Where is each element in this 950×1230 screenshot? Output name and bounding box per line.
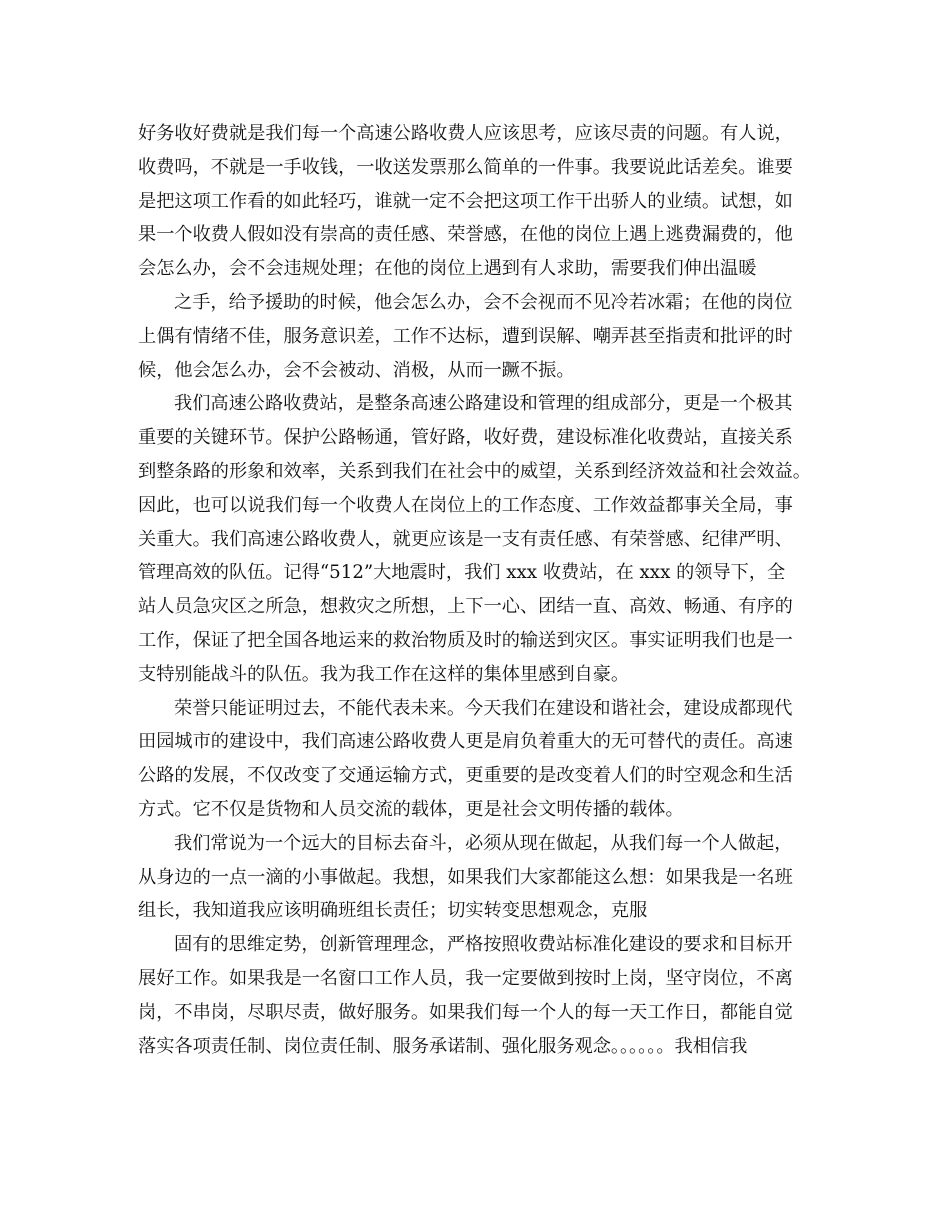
text-line: 重要的关键环节。保护公路畅通，管好路，收好费，建设标准化收费站，直接关系 bbox=[138, 427, 793, 449]
text-line: 管理高效的队伍。记得“512”大地震时，我们 xxx 收费站，在 xxx 的领导下，全 bbox=[138, 562, 786, 584]
text-line: 好务收好费就是我们每一个高速公路收费人应该思考，应该尽责的问题。有人说， bbox=[138, 123, 793, 144]
text-line: 组长，我知道我应该明确班组长责任；切实转变思想观念，克服 bbox=[138, 900, 648, 922]
text-line: 田园城市的建设中，我们高速公路收费人更是肩负着重大的无可替代的责任。高速 bbox=[138, 731, 793, 753]
text-line: 支特别能战斗的队伍。我为我工作在这样的集体里感到自豪。 bbox=[138, 663, 630, 685]
text-line: 公路的发展，不仅改变了交通运输方式，更重要的是改变着人们的时空观念和生活 bbox=[138, 765, 793, 787]
text-line: 因此，也可以说我们每一个收费人在岗位上的工作态度、工作效益都事关全局，事 bbox=[138, 494, 793, 516]
text-line: 会怎么办，会不会违规处理；在他的岗位上遇到有人求助，需要我们伸出温暖 bbox=[138, 258, 757, 280]
text-line: 落实各项责任制、岗位责任制、服务承诺制、强化服务观念。。。。。。我相信我 bbox=[138, 1035, 748, 1057]
text-line: 工作，保证了把全国各地运来的救治物质及时的输送到灾区。事实证明我们也是一 bbox=[138, 629, 793, 651]
text-line: 我们常说为一个远大的目标去奋斗，必须从现在做起，从我们每一个人做起， bbox=[174, 832, 793, 854]
body-text bbox=[138, 117, 828, 1063]
text-line: 方式。它不仅是货物和人员交流的载体，更是社会文明传播的载体。 bbox=[138, 798, 684, 820]
text-line: 果一个收费人假如没有崇高的责任感、荣誉感，在他的岗位上遇上逃费漏费的，他 bbox=[138, 224, 793, 246]
text-line: 固有的思维定势，创新管理理念，严格按照收费站标准化建设的要求和目标开 bbox=[174, 934, 793, 956]
text-line: 上偶有情绪不佳，服务意识差，工作不达标，遭到误解、嘲弄甚至指责和批评的时 bbox=[138, 325, 793, 347]
text-line: 关重大。我们高速公路收费人，就更应该是一支有责任感、有荣誉感、纪律严明、 bbox=[138, 528, 793, 550]
text-line: 候，他会怎么办，会不会被动、消极，从而一蹶不振。 bbox=[138, 359, 575, 381]
text-line: 岗，不串岗，尽职尽责，做好服务。如果我们每一个人的每一天工作日，都能自觉 bbox=[138, 1001, 793, 1023]
text-line: 收费吗，不就是一手收钱，一收送发票那么简单的一件事。我要说此话差矣。谁要 bbox=[138, 156, 793, 178]
text-line: 我们高速公路收费站，是整条高速公路建设和管理的组成部分，更是一个极其 bbox=[174, 393, 793, 415]
text-line: 从身边的一点一滴的小事做起。我想，如果我们大家都能这么想：如果我是一名班 bbox=[138, 866, 793, 888]
text-line: 之手，给予援助的时候，他会怎么办，会不会视而不见冷若冰霜；在他的岗位 bbox=[174, 291, 793, 313]
text-line: 展好工作。如果我是一名窗口工作人员，我一定要做到按时上岗，坚守岗位，不离 bbox=[138, 967, 793, 989]
text-line: 是把这项工作看的如此轻巧，谁就一定不会把这项工作干出骄人的业绩。试想，如 bbox=[138, 190, 793, 212]
text-line: 荣誉只能证明过去，不能代表未来。今天我们在建设和谐社会，建设成都现代 bbox=[174, 697, 793, 719]
text-line: 站人员急灾区之所急，想救灾之所想，上下一心、团结一直、高效、畅通、有序的 bbox=[138, 596, 793, 618]
text-line: 到整条路的形象和效率，关系到我们在社会中的威望，关系到经济效益和社会效益。 bbox=[138, 460, 811, 482]
